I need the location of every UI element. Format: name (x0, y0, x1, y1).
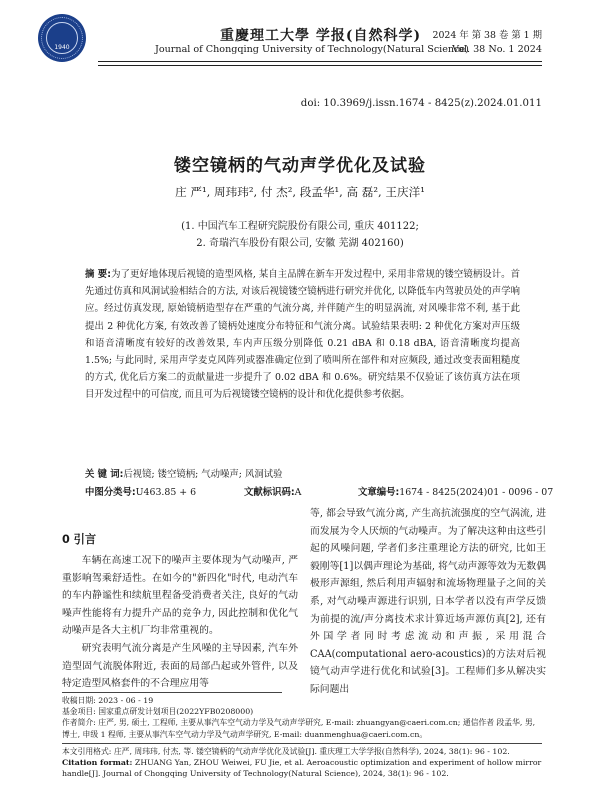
abstract-label: 摘 要: (85, 269, 111, 280)
keywords-text: 后视镜; 镂空镜柄; 气动噪声; 风洞试验 (123, 469, 283, 480)
citation-en (62, 757, 542, 779)
citation-rule (62, 743, 542, 744)
doc-code-value: A (294, 487, 302, 498)
abstract (85, 266, 520, 404)
body-column-right (310, 505, 546, 699)
article-number (358, 484, 553, 498)
keywords (85, 466, 520, 480)
article-title: 镂空镜柄的气动声学优化及试验 (174, 156, 426, 176)
citation-block (62, 746, 542, 780)
article-number-value: 1674 - 8425(2024)01 - 0096 - 07 (399, 487, 554, 498)
journal-title-en: Journal of Chongqing University of Technology(Natural Science) (155, 44, 469, 55)
footnote-rule (62, 692, 282, 693)
clc-label: 中图分类号: (85, 487, 136, 498)
abstract-text: 为了更好地体现后视镜的造型风格, 某自主品牌在新车开发过程中, 采用非常规的镂空镜柄设计。首先通过仿真和风洞试验相结合的方法, 对该后视镜镂空镜柄进行研究并优化, 以降低车内驾驶员处的声学响应。经过仿真发现, 原始镜柄造型存在严重的气流分离, 并伴随产生的明显涡流, 对风噪非常不利, 基于此提出 2 种优化方案, 有效改善了镜柄处速度分布特征和气流分离。试验结果表明: 2 种优化方案对声压级和语音清晰度有较好的改善效果, 车内声压级分别降低 0.21 dBA 和 0.18 dBA, 语音清晰度均提高 1.5%; 与此同时, 采用声学麦克风阵列或器准确定位到了喷叫所在部件和对应频段, 通过改变表面粗糙度的方式, 优化后方案二的贡献量进一步提升了 0.02 dBA 和 0.6%。研究结果不仅验证了该仿真方法在项目开发过程中的可信度, 而且可为后视镜镂空镜柄的设计和优化提供参考依据。 (85, 269, 520, 401)
footnotes (62, 695, 542, 740)
doi[interactable]: doi: 10.3969/j.issn.1674 - 8425(z).2024.01.011 (300, 98, 542, 109)
paragraph: 等, 都会导致气流分离, 产生高抗流强度的空气涡流, 进而发展为令人厌烦的气动噪声。为了解决这种由这些引起的风噪问题, 学者们多注重理论方法的研究, 比如王毅刚等[1]以偶声理论为基础, 将气动声源等效为无数偶极形声源组, 然后利用声辐射和流场物理量子之间的关系, 对气动噪声源进行识别, 日本学者以没有声学反馈为前提的流/声分离技术求计算近场声源仿真[2], 还有外国学者同时考虑流动和声振, 采用混合 CAA(computational aero-acoustics)的方法对后视镜气动声学进行优化和试验[3]。工程师们多从解决实际问题出 (310, 508, 546, 695)
journal-logo (38, 14, 86, 62)
author-list: 庄 严¹, 周玮玮², 付 杰², 段孟华¹, 高 磊², 王庆洋¹ (175, 185, 425, 199)
doc-code-label: 文献标识码: (244, 487, 295, 498)
document-code (244, 484, 301, 498)
clc-value: U463.85 + 6 (135, 487, 197, 498)
body-column-left (62, 552, 298, 693)
fund-info: 基金项目: 国家重点研发计划项目(2022YFB0208000) (62, 707, 254, 717)
header-rule-thin (98, 65, 542, 66)
keywords-label: 关 键 词: (85, 469, 124, 480)
citation-en-label: Citation format: (62, 758, 133, 768)
paragraph: 车辆在高速工况下的噪声主要体现为气动噪声, 严重影响驾乘舒适性。在如今的"新四化"时代, 电动汽车的车内静谧性和续航里程备受消费者关注, 良好的气动噪声性能将有力提升产品的竞争力, 因此控制和优化气动噪声是各大主机厂均非常重视的。 (62, 555, 298, 637)
received-date: 收稿日期: 2023 - 06 - 19 (62, 696, 154, 705)
clc-number (85, 484, 196, 498)
logo-year: 1940 (54, 44, 70, 51)
author-bio: 作者简介: 庄严, 男, 硕士, 工程师, 主要从事汽车空气动力学及气动声学研究, E-mail: zhuangyan@caeri.com.cn; 通信作者 段孟华, 男, 博士, 申级 1 程师, 主要从事汽车空气动力学及气动声学研究, E-mail: duanmenghua@caeri.com.cn。 (62, 718, 536, 739)
citation-cn: 本文引用格式: 庄严, 周玮玮, 付杰, 等. 镂空镜柄的气动声学优化及试验[J]. 重庆理工大学学报(自然科学), 2024, 38(1): 96 - 102. (62, 747, 510, 756)
issue-info-en: Vol. 38 No. 1 2024 (452, 44, 542, 55)
affiliation-1: (1. 中国汽车工程研究院股份有限公司, 重庆 401122; (181, 221, 419, 232)
issue-info-cn: 2024 年 第 38 卷 第 1 期 (432, 30, 542, 41)
header-rule (98, 61, 542, 62)
article-number-label: 文章编号: (358, 487, 400, 498)
journal-title-cn: 重慶理工大學 学报(自然科学) (220, 28, 422, 44)
section-heading: 0 引言 (62, 533, 97, 546)
paragraph: 研究表明气流分离是产生风噪的主导因素, 汽车外造型固气流脱体附近, 表面的局部凸起或外管件, 以及特定造型风格套件的不合理应用等 (62, 642, 298, 690)
citation-en-text: ZHUANG Yan, ZHOU Weiwei, FU Jie, et al. Aeroacoustic optimization and experiment of hollow mirror handle[J]. Journal of Chongqing University of Technology(Natural Science), 2024, 38(1): 96 - 102. (62, 758, 542, 779)
affiliation-2: 2. 奇瑞汽车股份有限公司, 安徽 芜湖 402160) (196, 238, 404, 249)
